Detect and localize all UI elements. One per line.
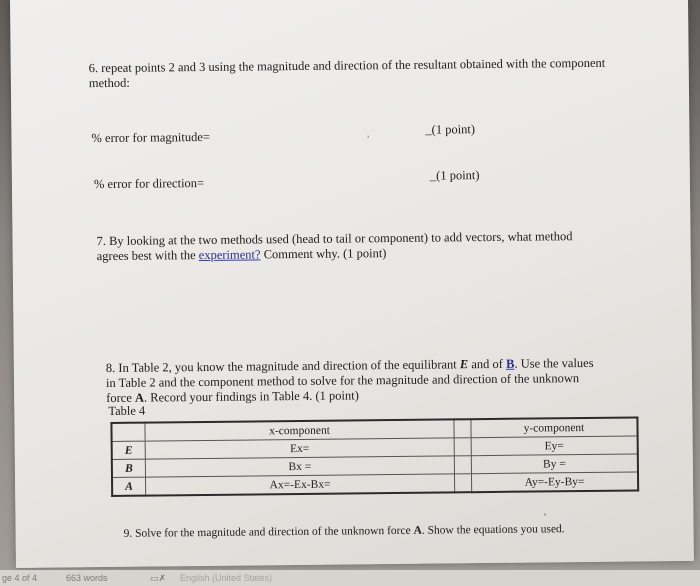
- table-row: E Ex= Ey=: [112, 436, 638, 460]
- question-6: 6. repeat points 2 and 3 using the magnitude and direction of the resultant obtained with the component method:: [88, 55, 606, 91]
- word-count[interactable]: 663 words: [66, 573, 108, 583]
- language-indicator[interactable]: English (United States): [180, 573, 273, 583]
- stray-mark: •: [543, 509, 547, 520]
- experiment-link: experiment?: [198, 247, 261, 263]
- table-title: Table 4: [108, 403, 146, 418]
- table-4: [110, 416, 639, 497]
- x-component-header: x-component: [145, 419, 454, 441]
- status-bar: [0, 570, 700, 586]
- page-count[interactable]: ge 4 of 4: [2, 573, 38, 583]
- magnitude-error-label: % error for magnitude=: [91, 129, 210, 146]
- table-row: A Ax=-Ex-Bx= Ay=-Ey-By=: [112, 472, 638, 496]
- direction-points: _(1 point): [429, 168, 480, 183]
- y-component-header: y-component: [471, 417, 638, 437]
- question-9: 9. Solve for the magnitude and direction of the unknown force A. Show the equations you used.: [123, 523, 565, 540]
- question-7: 7. By looking at the two methods used (head to tail or component) to add vectors, what method agrees best with the experiment? Comment why. (1 point): [96, 229, 573, 264]
- direction-error-label: % error for direction=: [93, 175, 205, 192]
- table-row: B Bx = By =: [112, 454, 638, 478]
- proofing-icon[interactable]: ▭✗: [150, 573, 167, 583]
- stray-mark: ’: [366, 134, 370, 146]
- document-page: [10, 0, 694, 568]
- question-8: 8. In Table 2, you know the magnitude and direction of the equilibrant E and of B. Use the values in Table 2 and the component method to solve for the magnitude and direction of the unknown force A. Record your findings in Table 4. (1 point): [105, 355, 594, 406]
- magnitude-points: _(1 point): [425, 122, 476, 137]
